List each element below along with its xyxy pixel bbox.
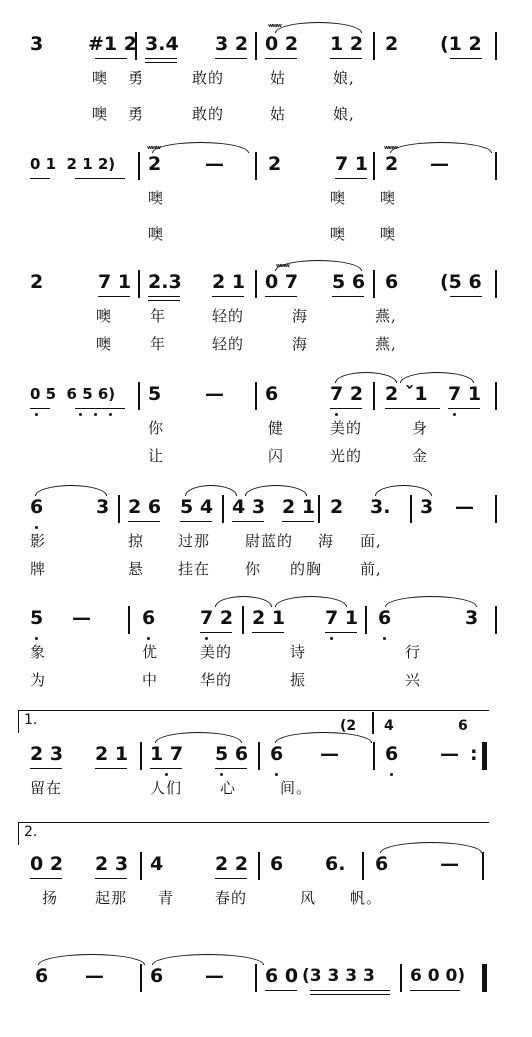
note: 2	[30, 271, 44, 293]
beam	[180, 521, 212, 522]
lyrics-verse-1: 你 健 美的 身	[148, 419, 429, 437]
lyrics-verse-1: 噢 噢 噢	[148, 189, 397, 207]
beam	[450, 296, 482, 297]
barline	[372, 712, 374, 734]
barline	[255, 152, 257, 180]
barline	[242, 606, 244, 634]
note: 6	[270, 743, 284, 765]
note: 6	[385, 271, 399, 293]
note: —	[320, 743, 339, 765]
repeat-barline	[482, 742, 487, 770]
slur	[185, 485, 237, 496]
lyrics-verse-1: 噢 勇 敢的 姑 娘,	[92, 69, 355, 87]
note: 5	[148, 383, 162, 405]
beam	[95, 768, 127, 769]
note: 2 3	[30, 743, 64, 765]
note: 2	[385, 33, 399, 55]
barline	[410, 495, 412, 523]
slur	[385, 596, 477, 607]
note: 6	[385, 743, 399, 765]
barline	[140, 742, 142, 770]
barline	[495, 495, 497, 523]
barline	[118, 495, 120, 523]
note: 6 0 0)	[410, 966, 466, 986]
beam	[95, 878, 127, 879]
note: 2 2	[215, 853, 249, 875]
note: 0 2	[265, 33, 299, 55]
beam	[98, 296, 130, 297]
notes-row	[0, 268, 532, 296]
note: 2	[330, 496, 344, 518]
tie	[275, 732, 372, 743]
note: —	[72, 607, 91, 629]
lyrics-verse-1: 象 优 美的 诗 行	[30, 643, 422, 661]
notes-row	[0, 850, 532, 878]
beam	[145, 58, 177, 59]
ornament: ʷʷʷ	[147, 145, 160, 155]
note: 3 2	[215, 33, 249, 55]
beam	[30, 408, 50, 409]
note: 0 2	[30, 853, 64, 875]
beam	[150, 768, 182, 769]
note: 0 7	[265, 271, 299, 293]
note: 6	[150, 965, 164, 987]
ornament: ʷʷʷ	[384, 145, 397, 155]
note: 7 1	[335, 153, 369, 175]
note: —	[455, 496, 474, 518]
barline	[373, 152, 375, 180]
barline	[258, 742, 260, 770]
note: #1 2	[88, 33, 137, 55]
note: 6	[270, 853, 284, 875]
barline	[140, 852, 142, 880]
barline	[373, 32, 375, 60]
ornament: ʷʷʷ	[268, 23, 281, 33]
barline	[140, 964, 142, 992]
note: 7 1	[448, 383, 482, 405]
barline	[255, 964, 257, 992]
beam	[145, 62, 177, 63]
barline	[495, 152, 497, 180]
note: 6	[142, 607, 156, 629]
beam	[128, 521, 160, 522]
notes-row	[0, 30, 532, 58]
note: 2 1	[95, 743, 129, 765]
note: 1 7	[150, 743, 184, 765]
note: 5	[30, 607, 44, 629]
tie	[152, 954, 264, 965]
slur	[245, 485, 307, 496]
note: —	[85, 965, 104, 987]
barline	[362, 852, 364, 880]
beam	[265, 296, 297, 297]
beam	[232, 521, 264, 522]
beam	[200, 632, 232, 633]
barline	[482, 852, 484, 880]
beam	[385, 408, 440, 409]
note: 5 6	[215, 743, 249, 765]
note: 2 1	[252, 607, 286, 629]
repeat-dots: :	[470, 743, 478, 765]
note: —	[205, 965, 224, 987]
beam	[252, 632, 284, 633]
note: 6	[30, 496, 44, 518]
note: —	[205, 383, 224, 405]
beam	[75, 178, 125, 179]
barline	[400, 964, 402, 992]
note: 6.	[325, 853, 346, 875]
lyrics-verse-2: 为 中 华的 振 兴	[30, 671, 422, 689]
beam	[325, 632, 357, 633]
note: 3	[420, 496, 434, 518]
note: 2.3	[148, 271, 182, 293]
beam	[310, 994, 390, 995]
beam	[215, 878, 247, 879]
tie	[35, 485, 107, 496]
pickup-note: (2	[340, 718, 357, 734]
beam	[215, 768, 247, 769]
notes-row	[0, 380, 532, 408]
beam	[75, 408, 125, 409]
note: 2	[268, 153, 282, 175]
barline	[138, 270, 140, 298]
note: 6	[375, 853, 389, 875]
note: 4 3	[232, 496, 266, 518]
note: 2 1	[282, 496, 316, 518]
lyrics-verse-1: 留在 人们 心 间。	[30, 779, 313, 797]
notes-row	[0, 150, 532, 178]
barline	[138, 382, 140, 410]
pickup-note: 6	[458, 718, 468, 734]
barline	[255, 382, 257, 410]
note: 0 5 6 5 6)	[30, 385, 116, 403]
barline	[365, 606, 367, 634]
lyrics-verse-1: 噢 年 轻的 海 燕,	[96, 307, 397, 325]
note: 6	[265, 383, 279, 405]
beam	[265, 990, 297, 991]
beam	[330, 58, 362, 59]
beam	[148, 300, 180, 301]
note: 2	[385, 153, 399, 175]
lyrics-verse-2: 噢 勇 敢的 姑 娘,	[92, 105, 355, 123]
beam	[448, 408, 480, 409]
barline	[495, 382, 497, 410]
barline	[373, 742, 375, 770]
lyrics-verse-2: 让 闪 光的 金	[148, 447, 429, 465]
slur	[152, 142, 249, 153]
slur	[275, 596, 347, 607]
notes-row	[0, 740, 532, 768]
barline	[255, 32, 257, 60]
barline	[495, 32, 497, 60]
note: (5 6	[440, 271, 482, 293]
volta-label: 1.	[24, 712, 38, 728]
beam	[30, 768, 62, 769]
volta-label: 2.	[24, 824, 38, 840]
lyrics-verse-2: 牌 悬 挂在 你 的胸 前,	[30, 560, 382, 578]
note: 2 ˇ1	[385, 383, 428, 405]
barline	[318, 495, 320, 523]
note: 2	[148, 153, 162, 175]
beam	[310, 990, 390, 991]
note: 7 2	[200, 607, 234, 629]
note: 5 4	[180, 496, 214, 518]
notes-row	[0, 493, 532, 521]
note: 3.	[370, 496, 391, 518]
lyrics-verse-2: 噢 年 轻的 海 燕,	[96, 335, 397, 353]
note: 6	[35, 965, 49, 987]
beam	[450, 58, 482, 59]
beam	[148, 296, 180, 297]
slur	[335, 372, 397, 383]
note: 3	[465, 607, 479, 629]
barline	[373, 382, 375, 410]
barline	[373, 270, 375, 298]
beam	[95, 58, 127, 59]
barline	[258, 852, 260, 880]
note: 2 6	[128, 496, 162, 518]
notes-row	[0, 962, 532, 990]
note: 1 2	[330, 33, 364, 55]
note: —	[440, 743, 459, 765]
note: 2 1	[212, 271, 246, 293]
note: (1 2	[440, 33, 482, 55]
beam	[215, 58, 247, 59]
beam	[330, 408, 362, 409]
note: (3 3 3 3	[302, 966, 375, 986]
note: 7 2	[330, 383, 364, 405]
lyrics-verse-1: 扬 起那 青 春的 风 帆。	[42, 889, 383, 907]
note: —	[430, 153, 449, 175]
slur	[215, 596, 272, 607]
note: 0 1 2 1 2)	[30, 155, 116, 173]
beam	[265, 58, 297, 59]
note: —	[205, 153, 224, 175]
note: 5 6	[332, 271, 366, 293]
barline	[495, 270, 497, 298]
beam	[212, 296, 244, 297]
note: 6	[378, 607, 392, 629]
beam	[335, 178, 367, 179]
note: 6 0	[265, 965, 299, 987]
beam	[30, 878, 62, 879]
lyrics-verse-2: 噢 噢 噢	[148, 225, 397, 243]
tie	[375, 485, 432, 496]
note: 7 1	[325, 607, 359, 629]
barline	[128, 606, 130, 634]
beam	[410, 990, 460, 991]
barline	[255, 270, 257, 298]
beam	[332, 296, 364, 297]
note: 4	[150, 853, 164, 875]
beam	[30, 178, 50, 179]
barline	[495, 606, 497, 634]
slur	[390, 142, 492, 153]
note: —	[440, 853, 459, 875]
note: 3	[96, 496, 110, 518]
tie	[38, 954, 145, 965]
volta-bracket-1	[18, 710, 489, 733]
barline	[135, 32, 137, 60]
beam	[282, 521, 314, 522]
slur	[275, 22, 362, 33]
slur	[155, 732, 242, 743]
note: 2 3	[95, 853, 129, 875]
ornament: ʷʷʷ	[276, 263, 289, 273]
note: 3	[30, 33, 44, 55]
note: 3.4	[145, 33, 179, 55]
notes-row	[0, 604, 532, 632]
slur	[400, 372, 474, 383]
pickup-note: 4	[384, 718, 394, 734]
final-barline	[482, 964, 487, 992]
barline	[222, 495, 224, 523]
lyrics-verse-1: 影 掠 过那 尉蓝的 海 面,	[30, 532, 382, 550]
barline	[138, 152, 140, 180]
note: 7 1	[98, 271, 132, 293]
